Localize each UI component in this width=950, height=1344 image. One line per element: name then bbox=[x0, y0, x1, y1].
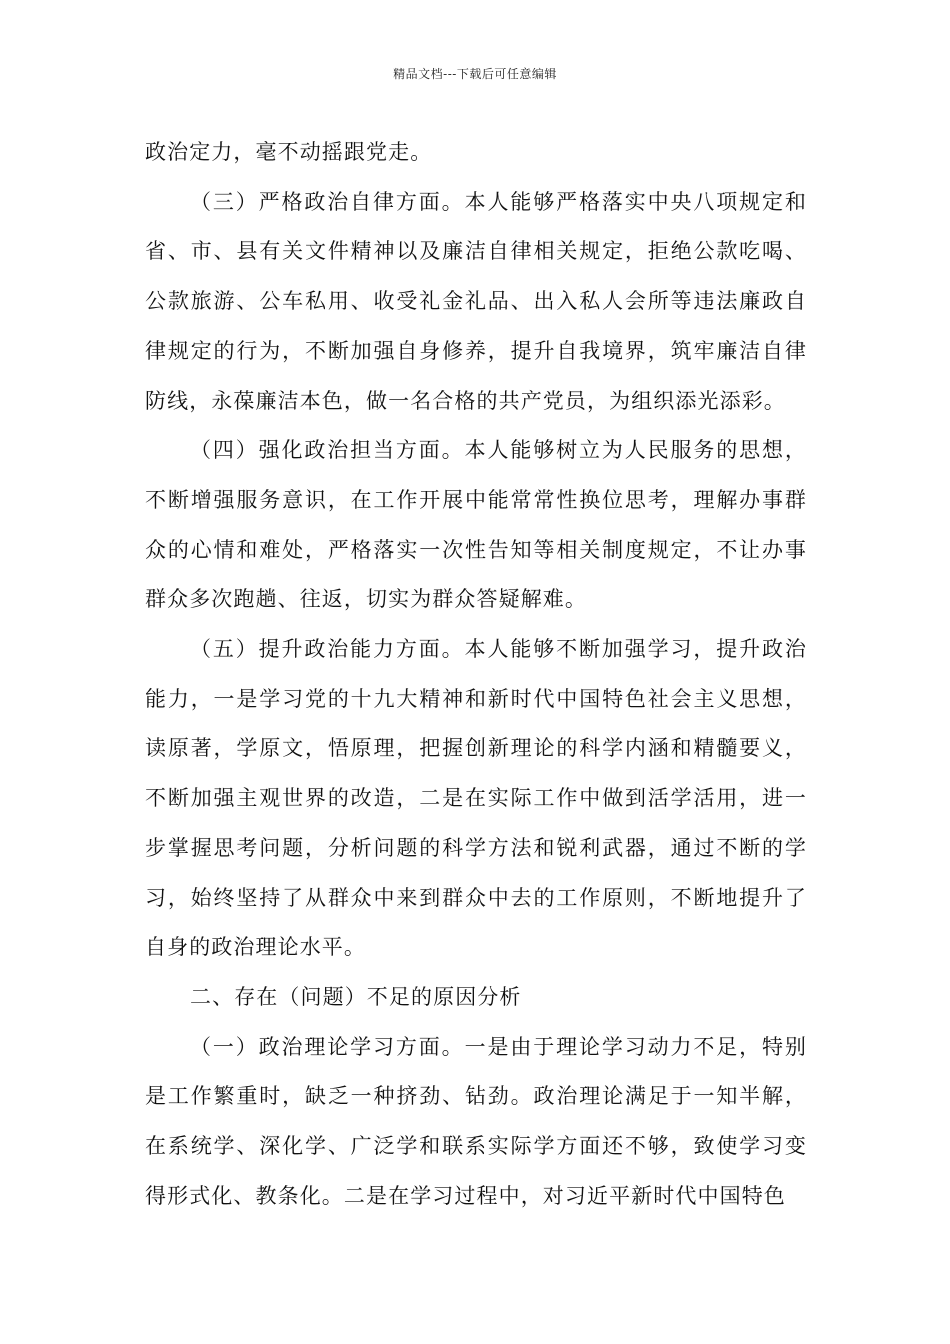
paragraph-political-discipline: （三）严格政治自律方面。本人能够严格落实中央八项规定和省、市、县有关文件精神以及廉洁自律相关规定，拒绝公款吃喝、公款旅游、公车私用、收受礼金礼品、出入私人会所等违法廉政自律规定的行为，不断加强自身修养，提升自我境界，筑牢廉洁自律防线，永葆廉洁本色，做一名合格的共产党员，为组织添光添彩。 bbox=[145, 189, 807, 413]
paragraph-continuation: 政治定力，毫不动摇跟党走。 bbox=[145, 140, 433, 164]
paragraph-political-ability: （五）提升政治能力方面。本人能够不断加强学习，提升政治能力，一是学习党的十九大精神和新时代中国特色社会主义思想，读原著，学原文，悟原理，把握创新理论的科学内涵和精髓要义，不断加强主观世界的改造，二是在实际工作中做到活学活用，进一步掌握思考问题，分析问题的科学方法和锐利武器，通过不断的学习，始终坚持了从群众中来到群众中去的工作原则，不断地提升了自身的政治理论水平。 bbox=[145, 637, 807, 960]
paragraph-political-responsibility: （四）强化政治担当方面。本人能够树立为人民服务的思想，不断增强服务意识，在工作开展中能常常性换位思考，理解办事群众的心情和难处，严格落实一次性告知等相关制度规定，不让办事群众多次跑趟、往返，切实为群众答疑解难。 bbox=[145, 438, 807, 612]
document-body bbox=[145, 128, 807, 1221]
section-heading-cause-analysis: 二、存在（问题）不足的原因分析 bbox=[190, 984, 522, 1009]
paragraph-theory-study: （一）政治理论学习方面。一是由于理论学习动力不足，特别是工作繁重时，缺乏一种挤劲、钻劲。政治理论满足于一知半解，在系统学、深化学、广泛学和联系实际学方面还不够，致使学习变得形式化、教条化。二是在学习过程中，对习近平新时代中国特色 bbox=[145, 1034, 807, 1208]
page-header: 精品文档---下载后可任意编辑 bbox=[393, 67, 557, 81]
